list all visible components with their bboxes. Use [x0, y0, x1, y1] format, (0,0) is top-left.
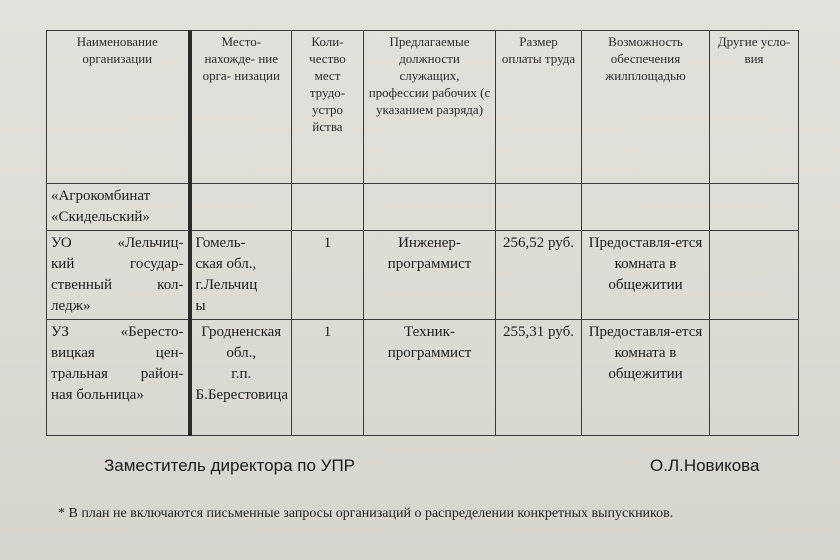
organization-line: УО «Лельчиц-: [51, 235, 184, 251]
location-line: ы: [195, 298, 206, 314]
signatory-title: Заместитель директора по УПР: [104, 456, 356, 475]
places-cell: 1: [292, 231, 364, 320]
table-row: [47, 320, 799, 436]
position-cell: Инженер-программист: [364, 231, 496, 320]
salary-cell: [496, 184, 582, 231]
location-line: Гомель-: [195, 235, 246, 251]
salary-cell: 256,52 руб.: [496, 231, 582, 320]
header-organization: Наименование организации: [47, 31, 190, 184]
organization-cell: [47, 184, 190, 231]
organization-line: вицкая цен-: [51, 345, 184, 361]
location-line: ская обл.,: [195, 256, 257, 272]
organization-line: ная больница»: [51, 387, 144, 403]
organization-line: «Агрокомбинат: [51, 188, 151, 204]
header-housing: Возможность обеспечения жилплощадью: [582, 31, 710, 184]
header-other-conditions: Другие усло- вия: [710, 31, 799, 184]
header-positions: Предлагаемые должности служащих, профессии рабочих (с указанием разряда): [364, 31, 496, 184]
footnote: * В план не включаются письменные запросы организаций о распределении конкретных выпускников.: [58, 506, 674, 521]
position-cell: Техник-программист: [364, 320, 496, 436]
header-places: Коли- чество мест трудо- устро йства: [292, 31, 364, 184]
location-cell: [190, 184, 292, 231]
signatory-name: О.Л.Новикова: [650, 456, 760, 475]
organization-line: кий государ-: [51, 256, 184, 272]
other-conditions-cell: [710, 231, 799, 320]
places-cell: [292, 184, 364, 231]
location-line: г.п.: [231, 366, 252, 382]
header-salary: Размер оплаты труда: [496, 31, 582, 184]
places-cell: 1: [292, 320, 364, 436]
table-row: [47, 231, 799, 320]
location-cell: [190, 320, 292, 436]
housing-cell: Предоставля-ется комната в общежитии: [582, 231, 710, 320]
organization-line: тральная район-: [51, 366, 184, 382]
organization-line: УЗ «Бересто-: [51, 324, 184, 340]
location-line: Гродненская обл.,: [201, 324, 282, 361]
organization-line: ледж»: [51, 298, 91, 314]
location-line: Б.Берестовица: [195, 387, 288, 403]
organization-cell: [47, 231, 190, 320]
location-line: г.Лельчиц: [195, 277, 258, 293]
organization-cell: [47, 320, 190, 436]
organization-line: ственный кол-: [51, 277, 184, 293]
organization-line: «Скидельский»: [51, 209, 150, 225]
salary-cell: 255,31 руб.: [496, 320, 582, 436]
signature-line: [0, 456, 840, 480]
location-cell: [190, 231, 292, 320]
header-location: Место- нахожде- ние орга- низации: [190, 31, 292, 184]
other-conditions-cell: [710, 184, 799, 231]
position-cell: [364, 184, 496, 231]
table-row: [47, 184, 799, 231]
housing-cell: Предоставля-ется комната в общежитии: [582, 320, 710, 436]
housing-cell: [582, 184, 710, 231]
header-row: [47, 31, 799, 184]
other-conditions-cell: [710, 320, 799, 436]
distribution-table: [46, 30, 799, 436]
